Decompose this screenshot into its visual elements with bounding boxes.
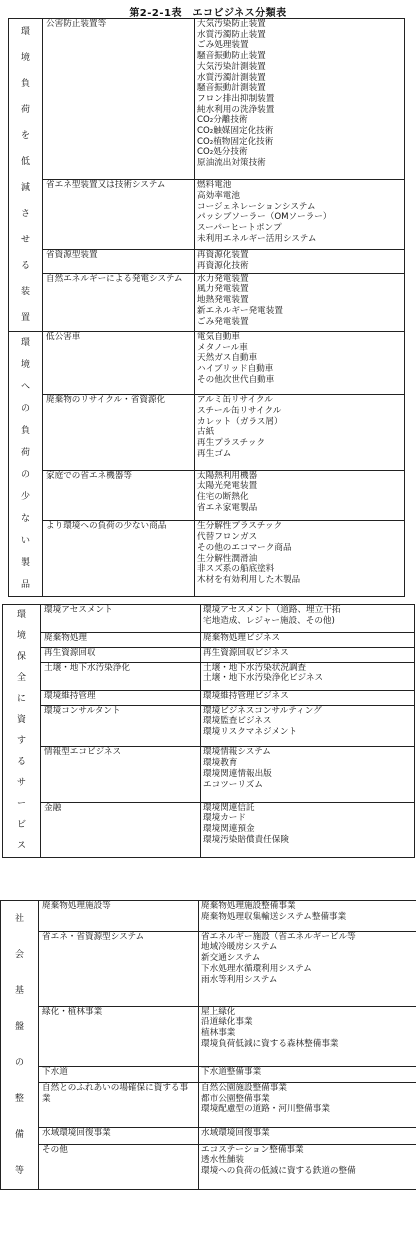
items-cell (199, 931, 416, 1006)
list-item: 住宅の断熱化 (197, 492, 249, 503)
table-row (9, 19, 405, 180)
list-item: 地域冷暖房システム (201, 942, 278, 953)
table-row (1, 1144, 416, 1190)
list-item: 下水道整備事業 (201, 1066, 262, 1077)
subcategory-label: 下水道 (39, 1066, 199, 1082)
list-item: 省エネルギー施設（省エネルギービル等 (201, 931, 356, 942)
subcategory-label: 廃棄物のリサイクル・省資源化 (43, 395, 195, 471)
items-cell (201, 662, 415, 690)
list-item: 生分解性プラスチック (197, 521, 283, 532)
items-cell (201, 605, 415, 633)
item-list (203, 747, 412, 790)
list-item: 環境への負荷の低減に資する鉄道の整備 (201, 1165, 356, 1176)
subcategory-label: 環境維持管理 (41, 691, 201, 706)
item-list (201, 1007, 414, 1050)
subcategory-label: 公害防止装置等 (43, 19, 195, 180)
list-item: 土壌・地下水汚染浄化ビジネス (203, 673, 324, 684)
list-item: 未利用エネルギー活用システム (197, 233, 317, 244)
subcategory-label: 土壌・地下水汚染浄化 (41, 662, 201, 690)
list-item: 環境監査ビジネス (203, 716, 272, 727)
list-item: 屋上緑化 (201, 1006, 236, 1017)
list-item: 植林事業 (201, 1028, 236, 1039)
subcategory-label: 再生資源回収 (41, 648, 201, 663)
classification-table-infrastructure (0, 900, 416, 1190)
list-item: 環境情報システム (203, 747, 271, 758)
items-cell (201, 648, 415, 663)
list-item: ごみ処理装置 (197, 40, 249, 51)
list-item: 新交通システム (201, 953, 261, 964)
list-item: 大気汚染計測装置 (197, 61, 266, 72)
items-cell (199, 1128, 416, 1144)
list-item: 環境関連信託 (203, 802, 255, 813)
list-item: 廃棄物処理施設整備事業 (201, 901, 296, 911)
items-cell (199, 1082, 416, 1127)
items-cell (195, 180, 405, 250)
subcategory-label: 省資源型装置 (43, 249, 195, 273)
list-item: スーパーヒートポンプ (197, 222, 282, 233)
list-item: フロン排出抑制装置 (197, 93, 275, 104)
item-list (197, 471, 402, 514)
list-item: 環境カード (203, 813, 246, 824)
items-cell (195, 395, 405, 471)
list-item: パッシブソーラー（OMソーラー） (197, 212, 332, 223)
list-item: 代替フロンガス (197, 532, 258, 543)
list-item: 風力発電装置 (197, 284, 249, 295)
list-item: コージェネレーションシステム (197, 201, 316, 212)
items-cell (201, 747, 415, 802)
list-item: 燃料電池 (197, 180, 232, 191)
table-row (3, 705, 415, 747)
list-item: 水力発電装置 (197, 273, 249, 284)
table-row (9, 395, 405, 471)
list-item: その他次世代自動車 (197, 374, 275, 385)
list-item: 新エネルギー発電装置 (197, 305, 283, 316)
list-item: 自然公園施設整備事業 (201, 1082, 287, 1093)
list-item: 原油流出対策技術 (197, 158, 266, 169)
table-row (9, 273, 405, 331)
table-row (1, 1006, 416, 1066)
item-list (201, 901, 414, 922)
list-item: 騒音振動防止装置 (197, 51, 266, 62)
list-item: 電気自動車 (197, 332, 240, 342)
items-cell (201, 705, 415, 747)
list-item: 環境負荷低減に資する森林整備事業 (201, 1038, 339, 1049)
list-item: 廃棄物処理ビジネス (203, 633, 281, 644)
list-item: 再生資源回収ビジネス (203, 648, 289, 658)
table-row (3, 802, 415, 857)
subcategory-label: 情報型エコビジネス (41, 747, 201, 802)
table-row (1, 931, 416, 1006)
list-item: 太陽熱利用機器 (197, 470, 258, 481)
list-item: スチール缶リサイクル (197, 405, 282, 416)
items-cell (195, 521, 405, 597)
list-item: カレット（ガラス屑） (197, 416, 283, 427)
list-item: 水質汚濁計測装置 (197, 72, 266, 83)
subcategory-label: 省エネ・省資源型システム (39, 931, 199, 1006)
table-row (1, 1066, 416, 1082)
table-row (3, 605, 415, 633)
list-item: エコステーション整備事業 (201, 1144, 304, 1155)
category-label: 環境保全に資するサービス (16, 610, 26, 851)
item-list (197, 395, 402, 459)
list-item: 生分解性潤滑油 (197, 553, 258, 564)
page-title: 第2-2-1表 エコビジネス分類表 (129, 8, 287, 19)
subcategory-label: 緑化・植林事業 (39, 1006, 199, 1066)
list-item: CO₂処分技術 (197, 147, 248, 158)
list-item: 環境関連情報出版 (203, 768, 272, 779)
subcategory-label: 省エネ型装置又は技術システム (43, 180, 195, 250)
item-list (203, 633, 412, 644)
item-list (197, 521, 402, 585)
items-cell (195, 470, 405, 521)
classification-table-services (2, 604, 415, 858)
list-item: 地熱発電装置 (197, 295, 249, 306)
category-cell (3, 605, 41, 858)
list-item: 沿道緑化事業 (201, 1017, 253, 1028)
items-cell (199, 1066, 416, 1082)
classification-table-products (8, 18, 405, 597)
list-item: 環境関連預金 (203, 824, 255, 835)
item-list (203, 803, 412, 846)
list-item: エコツーリズム (203, 779, 263, 790)
list-item: 環境汚染賠償責任保険 (203, 834, 289, 845)
list-item: メタノール車 (197, 342, 248, 353)
item-list (197, 332, 402, 386)
items-cell (201, 802, 415, 857)
list-item: 雨水等利用システム (201, 974, 278, 985)
list-item: 純水利用の洗浄装置 (197, 104, 275, 115)
list-item: 環境ビジネスコンサルティング (203, 705, 322, 716)
list-item: その他のエコマーク商品 (197, 542, 292, 553)
item-list (197, 250, 402, 271)
list-item: 土壌・地下水汚染状況調査 (203, 662, 307, 673)
list-item: 下水処理水循環利用システム (201, 963, 312, 974)
category-label: 環境負荷を低減させる装置 (20, 27, 30, 323)
table-row (9, 332, 405, 395)
items-cell (199, 901, 416, 932)
table-row (9, 521, 405, 597)
item-list (197, 19, 402, 169)
list-item: 再資源化技術 (197, 260, 249, 271)
list-item: 水域環境回復事業 (201, 1128, 270, 1139)
category-cell (9, 332, 43, 597)
list-item: 非スズ系の船底塗料 (197, 564, 275, 575)
subcategory-label: 環境コンサルタント (41, 705, 201, 747)
list-item: CO₂分離技術 (197, 115, 248, 126)
items-cell (195, 249, 405, 273)
list-item: 天然ガス自動車 (197, 353, 258, 364)
list-item: CO₂触媒固定化技術 (197, 126, 274, 137)
list-item: 環境教育 (203, 758, 238, 769)
table-row (3, 691, 415, 706)
table-row (3, 662, 415, 690)
list-item: 騒音振動計測装置 (197, 83, 266, 94)
table-row (9, 249, 405, 273)
item-list (203, 706, 412, 738)
item-list (203, 663, 412, 684)
list-item: アルミ缶リサイクル (197, 395, 273, 406)
subcategory-label: 低公害車 (43, 332, 195, 395)
list-item: 環境リスクマネジメント (203, 727, 298, 738)
items-cell (199, 1144, 416, 1190)
item-list (203, 605, 412, 626)
table-row (9, 470, 405, 521)
list-item: 都市公園整備事業 (201, 1093, 270, 1104)
items-cell (201, 633, 415, 648)
item-list (201, 1067, 414, 1078)
list-item: 省エネ家電製品 (197, 502, 258, 513)
item-list (203, 648, 412, 659)
list-item: 古紙 (197, 427, 215, 438)
list-item: 再生ゴム (197, 448, 232, 459)
list-item: 環境維持管理ビジネス (203, 691, 289, 701)
subcategory-label: 自然エネルギーによる発電システム (43, 273, 195, 331)
item-list (201, 1128, 414, 1139)
table-row (1, 1082, 416, 1127)
list-item: 環境配慮型の道路・河川整備事業 (201, 1104, 330, 1115)
subcategory-label: 金融 (41, 802, 201, 857)
category-label: 環境への負荷の少ない製品 (20, 338, 30, 590)
items-cell (195, 332, 405, 395)
list-item: 再生プラスチック (197, 437, 266, 448)
subcategory-label: 自然とのふれあいの場確保に資する事業 (39, 1082, 199, 1127)
category-cell (1, 901, 39, 1190)
list-item: 木材を有効利用した木製品 (197, 574, 301, 585)
subcategory-label: 廃棄物処理施設等 (39, 901, 199, 932)
list-item: 高効率電池 (197, 190, 240, 201)
table-row (3, 747, 415, 802)
table-row (9, 180, 405, 250)
list-item: 再資源化装置 (197, 249, 249, 260)
subcategory-label: 家庭での省エネ機器等 (43, 470, 195, 521)
list-item: 透水性舗装 (201, 1155, 244, 1166)
item-list (197, 180, 402, 244)
table-row (3, 633, 415, 648)
subcategory-label: 廃棄物処理 (41, 633, 201, 648)
item-list (203, 691, 412, 702)
table-row (3, 648, 415, 663)
items-cell (199, 1006, 416, 1066)
items-cell (195, 19, 405, 180)
subcategory-label: より環境への負荷の少ない商品 (43, 521, 195, 597)
list-item: 大気汚染防止装置 (197, 19, 266, 29)
items-cell (195, 273, 405, 331)
list-item: 環境アセスメント（道路、埋立干拓 (203, 605, 341, 615)
list-item: ごみ発電装置 (197, 316, 249, 327)
subcategory-label: 環境アセスメント (41, 605, 201, 633)
item-list (201, 1083, 414, 1115)
category-label: 社会基盤の整備等 (14, 914, 24, 1176)
category-cell (9, 19, 43, 332)
list-item: CO₂植物固定化技術 (197, 136, 274, 147)
subcategory-label: その他 (39, 1144, 199, 1190)
list-item: ハイブリッド自動車 (197, 364, 274, 375)
item-list (197, 274, 402, 328)
list-item: 宅地造成、レジャー施設、その他) (203, 615, 335, 626)
item-list (201, 932, 414, 986)
list-item: 廃棄物処理収集輸送システム整備事業 (201, 911, 347, 922)
subcategory-label: 水域環境回復事業 (39, 1128, 199, 1144)
items-cell (201, 691, 415, 706)
list-item: 水質汚濁防止装置 (197, 29, 266, 40)
table-row (1, 901, 416, 932)
table-row (1, 1128, 416, 1144)
item-list (201, 1145, 414, 1177)
list-item: 太陽光発電装置 (197, 481, 258, 492)
